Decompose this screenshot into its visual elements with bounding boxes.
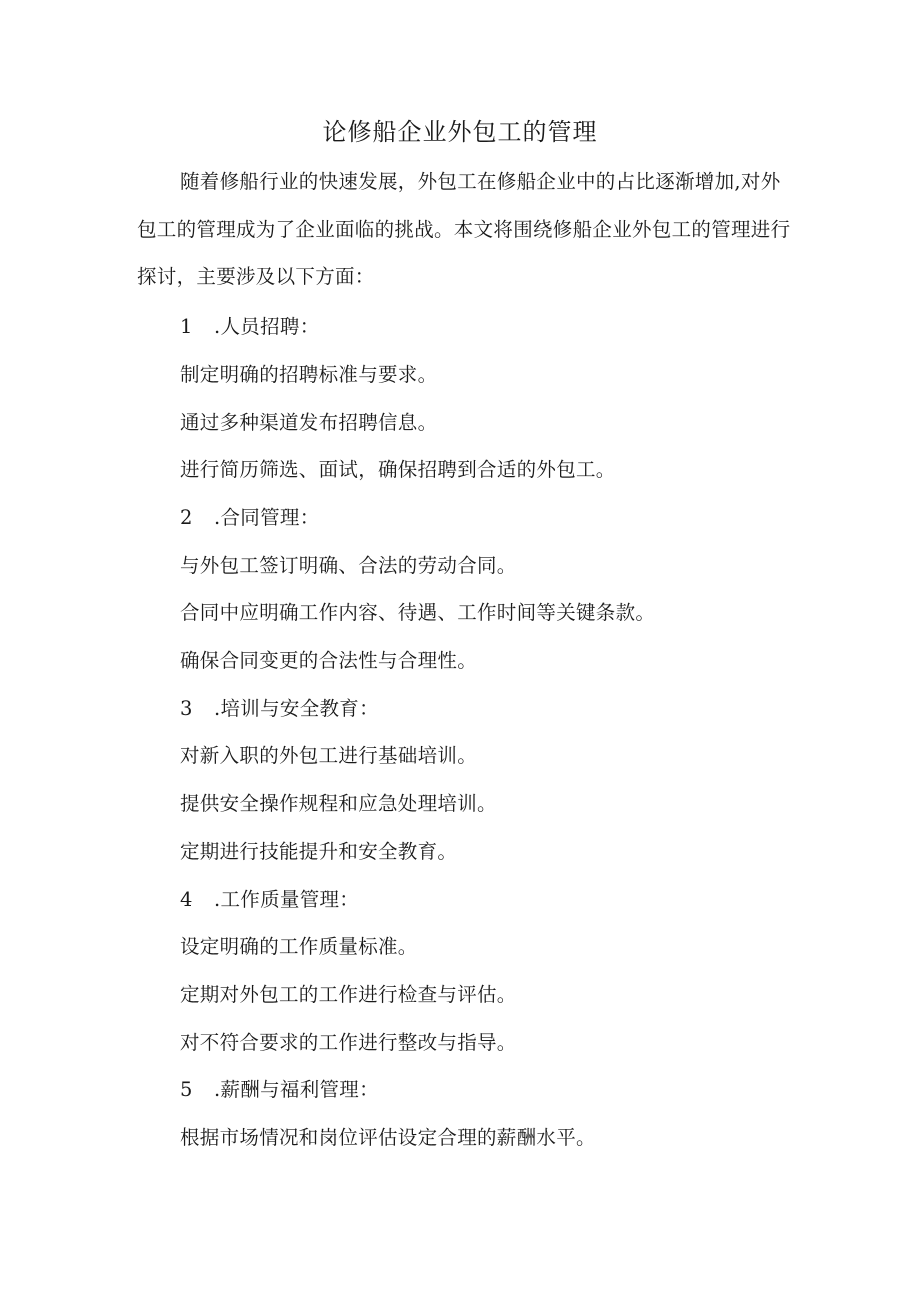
intro-paragraph: 随着修船行业的快速发展，外包工在修船企业中的占比逐渐增加,对外包工的管理成为了企业面临的挑战。本文将围绕修船企业外包工的管理进行探讨，主要涉及以下方面： [137, 170, 791, 288]
section-number: 3 [180, 697, 193, 720]
list-item: 对不符合要求的工作进行整改与指导。 [180, 1031, 517, 1054]
section-heading-text: .人员招聘： [214, 315, 320, 338]
list-item: 设定明确的工作质量标准。 [180, 935, 418, 958]
section-number: 1 [180, 315, 193, 338]
list-item: 进行简历筛选、面试，确保招聘到合适的外包工。 [180, 458, 616, 481]
section-heading-text: .工作质量管理： [214, 888, 360, 911]
section-heading-text: .合同管理： [214, 506, 320, 529]
section-heading [180, 694, 820, 724]
section-number: 5 [180, 1078, 193, 1101]
section-number: 4 [180, 888, 193, 911]
section-heading [180, 312, 820, 342]
list-item: 与外包工签订明确、合法的劳动合同。 [180, 554, 517, 577]
list-item: 确保合同变更的合法性与合理性。 [180, 649, 478, 672]
section-number: 2 [180, 506, 193, 529]
section-heading-text: .培训与安全教育： [214, 697, 379, 720]
section-heading-text: .薪酬与福利管理： [214, 1078, 379, 1101]
document-title: 论修船企业外包工的管理 [322, 118, 598, 146]
list-item: 根据市场情况和岗位评估设定合理的薪酬水平。 [180, 1126, 596, 1149]
list-item: 提供安全操作规程和应急处理培训。 [180, 792, 497, 815]
list-item: 对新入职的外包工进行基础培训。 [180, 744, 478, 767]
section-heading [180, 1075, 820, 1105]
list-item: 制定明确的招聘标准与要求。 [180, 363, 438, 386]
list-item: 通过多种渠道发布招聘信息。 [180, 411, 438, 434]
list-item: 合同中应明确工作内容、待遇、工作时间等关键条款。 [180, 601, 656, 624]
list-item: 定期进行技能提升和安全教育。 [180, 840, 458, 863]
section-heading [180, 503, 820, 533]
list-item: 定期对外包工的工作进行检查与评估。 [180, 983, 517, 1006]
section-heading [180, 885, 820, 915]
